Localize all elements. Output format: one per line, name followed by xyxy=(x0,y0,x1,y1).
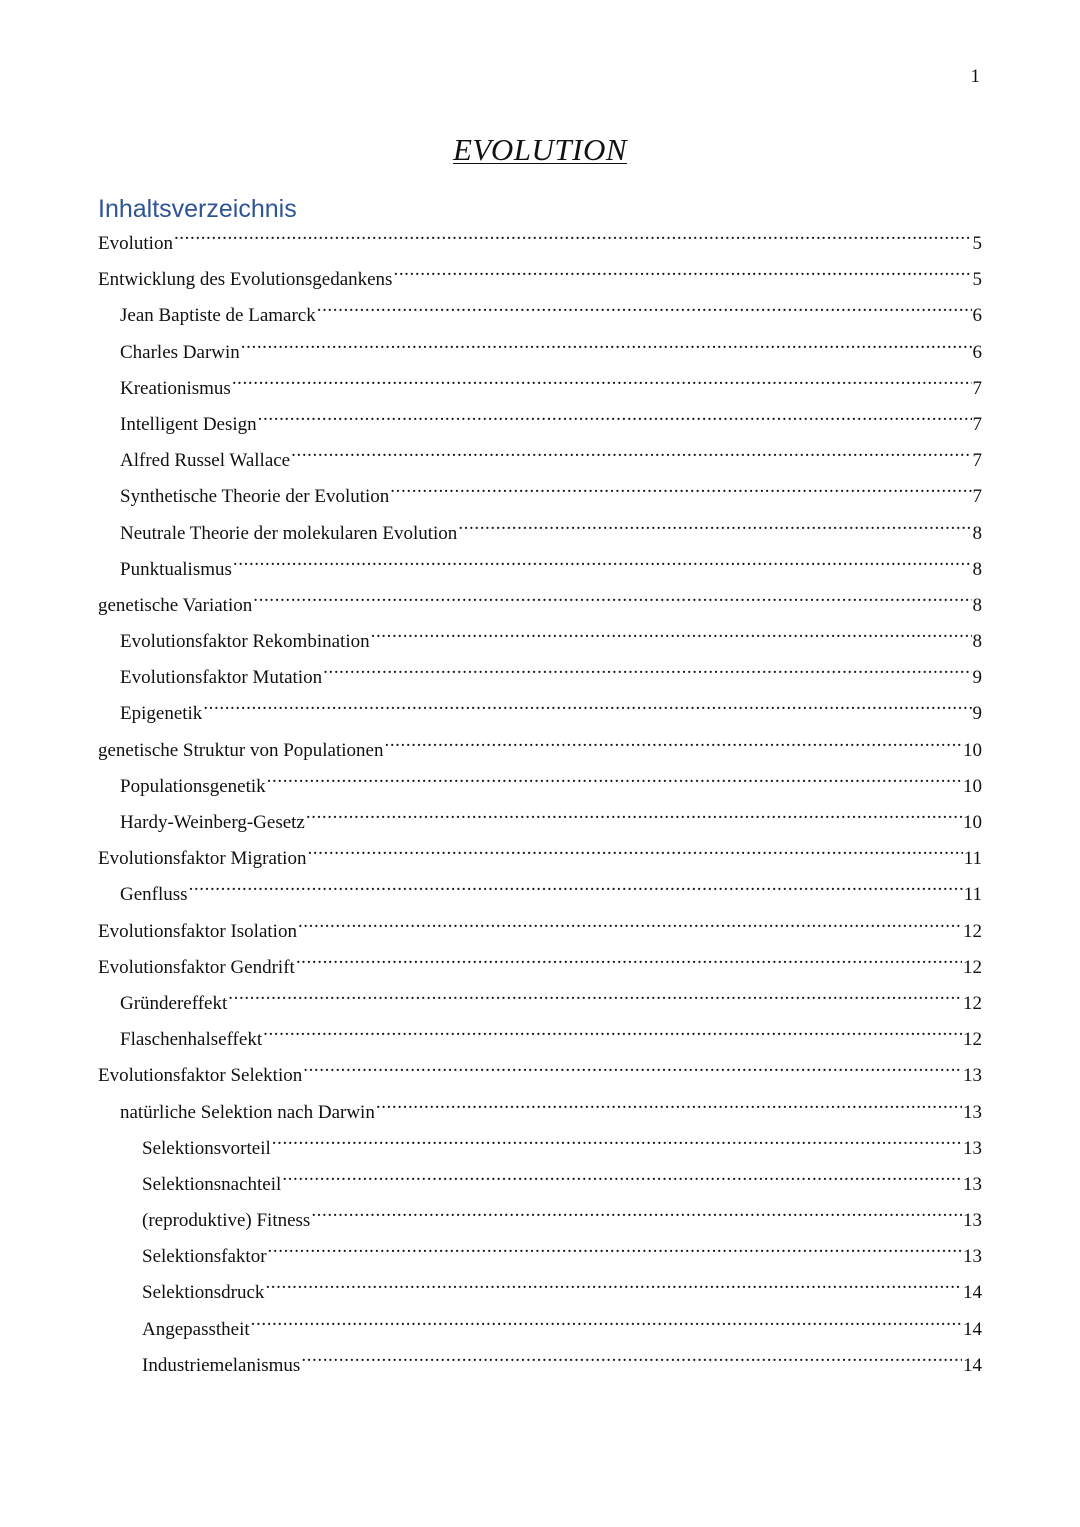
toc-entry[interactable] xyxy=(98,1169,982,1205)
toc-entry-page-number: 6 xyxy=(972,341,982,363)
toc-entry[interactable] xyxy=(98,264,982,300)
toc-entry-page-number: 12 xyxy=(963,992,982,1014)
toc-entry[interactable] xyxy=(98,1205,982,1241)
toc-entry[interactable] xyxy=(98,1060,982,1096)
document-title: EVOLUTION xyxy=(452,132,628,167)
toc-dot-leader xyxy=(303,1061,962,1081)
toc-dot-leader xyxy=(268,1242,962,1262)
toc-entry[interactable] xyxy=(98,735,982,771)
toc-entry-label: Kreationismus xyxy=(120,377,231,399)
toc-entry-page-number: 7 xyxy=(972,486,982,508)
toc-entry-label: Intelligent Design xyxy=(120,413,257,435)
toc-dot-leader xyxy=(282,1170,962,1190)
toc-entry-label: Selektionsfaktor xyxy=(142,1246,267,1268)
toc-dot-leader xyxy=(296,953,962,973)
toc-entry-page-number: 8 xyxy=(972,558,982,580)
toc-entry[interactable] xyxy=(98,771,982,807)
toc-dot-leader xyxy=(232,374,972,394)
toc-entry-page-number: 10 xyxy=(963,739,982,761)
toc-dot-leader xyxy=(376,1098,962,1118)
toc-entry[interactable] xyxy=(98,300,982,336)
toc-entry-label: Neutrale Theorie der molekularen Evolution xyxy=(120,522,458,544)
toc-dot-leader xyxy=(384,736,962,756)
toc-entry[interactable] xyxy=(98,1314,982,1350)
toc-entry-page-number: 8 xyxy=(972,522,982,544)
toc-entry-label: Synthetische Theorie der Evolution xyxy=(120,486,390,508)
toc-entry-label: Selektionsnachteil xyxy=(142,1173,282,1195)
toc-dot-leader xyxy=(317,301,972,321)
toc-dot-leader xyxy=(258,410,972,430)
toc-entry[interactable] xyxy=(98,1350,982,1386)
toc-entry-page-number: 14 xyxy=(963,1318,982,1340)
toc-entry[interactable] xyxy=(98,445,982,481)
toc-entry[interactable] xyxy=(98,481,982,517)
toc-entry-label: genetische Variation xyxy=(98,594,253,616)
toc-entry-label: Evolutionsfaktor Rekombination xyxy=(120,631,370,653)
toc-dot-leader xyxy=(390,482,971,502)
toc-entry-label: Entwicklung des Evolutionsgedankens xyxy=(98,269,393,291)
toc-dot-leader xyxy=(233,555,972,575)
toc-entry-label: Flaschenhalseffekt xyxy=(120,1029,263,1051)
toc-entry[interactable] xyxy=(98,554,982,590)
toc-dot-leader xyxy=(371,627,972,647)
toc-dot-leader xyxy=(306,808,962,828)
toc-entry-label: Jean Baptiste de Lamarck xyxy=(120,305,316,327)
page-number: 1 xyxy=(970,66,980,87)
toc-dot-leader xyxy=(203,699,971,719)
toc-entry-label: Hardy-Weinberg-Gesetz xyxy=(120,812,305,833)
toc-entry-label: natürliche Selektion nach Darwin xyxy=(120,1101,375,1123)
table-of-contents xyxy=(98,228,982,1386)
toc-entry[interactable] xyxy=(98,807,982,843)
toc-entry[interactable] xyxy=(98,1097,982,1133)
toc-entry-label: Charles Darwin xyxy=(120,341,240,363)
toc-entry-label: Industriemelanismus xyxy=(142,1354,301,1376)
toc-entry-label: Alfred Russel Wallace xyxy=(120,450,291,472)
toc-heading: Inhaltsverzeichnis xyxy=(98,195,297,223)
toc-dot-leader xyxy=(174,229,972,249)
toc-entry[interactable] xyxy=(98,626,982,662)
toc-entry-label: Selektionsdruck xyxy=(142,1282,265,1304)
toc-entry[interactable] xyxy=(98,952,982,988)
toc-entry-page-number: 13 xyxy=(963,1101,982,1123)
toc-entry-label: Angepasstheit xyxy=(142,1318,250,1340)
toc-entry-label: Epigenetik xyxy=(120,703,203,725)
toc-entry[interactable] xyxy=(98,1241,982,1277)
toc-entry-page-number: 9 xyxy=(972,667,982,689)
toc-entry[interactable] xyxy=(98,1133,982,1169)
toc-entry-label: Populationsgenetik xyxy=(120,775,266,797)
toc-entry[interactable] xyxy=(98,916,982,952)
toc-dot-leader xyxy=(307,844,962,864)
toc-entry-page-number: 10 xyxy=(963,775,982,797)
toc-dot-leader xyxy=(241,338,972,358)
toc-dot-leader xyxy=(265,1278,962,1298)
toc-entry[interactable] xyxy=(98,337,982,373)
toc-dot-leader xyxy=(263,1025,962,1045)
toc-dot-leader xyxy=(301,1351,962,1371)
toc-entry-page-number: 11 xyxy=(963,848,982,870)
toc-entry-page-number: 14 xyxy=(963,1354,982,1376)
toc-dot-leader xyxy=(458,519,971,539)
toc-dot-leader xyxy=(323,663,971,683)
toc-entry-label: Evolutionsfaktor Selektion xyxy=(98,1065,303,1087)
toc-entry-page-number: 8 xyxy=(972,631,982,653)
toc-dot-leader xyxy=(189,880,963,900)
toc-entry[interactable] xyxy=(98,228,982,264)
toc-entry-page-number: 8 xyxy=(972,594,982,616)
toc-dot-leader xyxy=(311,1206,962,1226)
toc-dot-leader xyxy=(228,989,962,1009)
toc-entry-page-number: 11 xyxy=(963,884,982,906)
toc-entry-page-number: 5 xyxy=(972,233,982,254)
toc-entry-label: Gründereffekt xyxy=(120,992,228,1014)
toc-dot-leader xyxy=(251,1315,962,1335)
toc-entry[interactable] xyxy=(98,843,982,879)
toc-dot-leader xyxy=(393,265,971,285)
toc-dot-leader xyxy=(253,591,971,611)
toc-entry-page-number: 6 xyxy=(972,305,982,327)
toc-entry-label: Punktualismus xyxy=(120,558,232,580)
toc-entry-label: genetische Struktur von Populationen xyxy=(98,739,384,761)
toc-dot-leader xyxy=(291,446,971,466)
toc-entry-label: Evolutionsfaktor Isolation xyxy=(98,920,297,942)
toc-entry[interactable] xyxy=(98,698,982,734)
toc-entry-page-number: 14 xyxy=(963,1282,982,1304)
toc-entry-label: Evolutionsfaktor Migration xyxy=(98,848,307,870)
toc-entry-page-number: 12 xyxy=(963,956,982,978)
toc-entry-page-number: 12 xyxy=(963,920,982,942)
toc-entry-page-number: 10 xyxy=(963,812,982,833)
toc-entry-page-number: 9 xyxy=(972,703,982,725)
toc-entry[interactable] xyxy=(98,662,982,698)
toc-entry-page-number: 13 xyxy=(963,1246,982,1268)
toc-dot-leader xyxy=(272,1134,962,1154)
toc-entry[interactable] xyxy=(98,409,982,445)
toc-dot-leader xyxy=(267,772,962,792)
toc-entry[interactable] xyxy=(98,518,982,554)
toc-entry-page-number: 13 xyxy=(963,1065,982,1087)
toc-entry[interactable] xyxy=(98,879,982,915)
toc-entry-label: (reproduktive) Fitness xyxy=(142,1210,311,1232)
toc-entry-label: Evolutionsfaktor Mutation xyxy=(120,667,323,689)
toc-entry-page-number: 13 xyxy=(963,1137,982,1159)
toc-entry[interactable] xyxy=(98,1277,982,1313)
toc-entry-label: Evolutionsfaktor Gendrift xyxy=(98,956,295,978)
toc-entry-page-number: 7 xyxy=(972,413,982,435)
toc-entry-page-number: 12 xyxy=(963,1029,982,1051)
toc-entry[interactable] xyxy=(98,590,982,626)
toc-entry-page-number: 5 xyxy=(972,269,982,291)
toc-entry-page-number: 7 xyxy=(972,377,982,399)
toc-entry-page-number: 13 xyxy=(963,1173,982,1195)
toc-entry[interactable] xyxy=(98,373,982,409)
toc-entry-page-number: 7 xyxy=(972,450,982,472)
toc-entry-label: Genfluss xyxy=(120,884,188,906)
toc-dot-leader xyxy=(298,917,962,937)
toc-entry-label: Evolution xyxy=(98,233,173,254)
toc-entry-label: Selektionsvorteil xyxy=(142,1137,271,1159)
toc-entry-page-number: 13 xyxy=(963,1210,982,1232)
toc-entry[interactable] xyxy=(98,988,982,1024)
toc-entry[interactable] xyxy=(98,1024,982,1060)
